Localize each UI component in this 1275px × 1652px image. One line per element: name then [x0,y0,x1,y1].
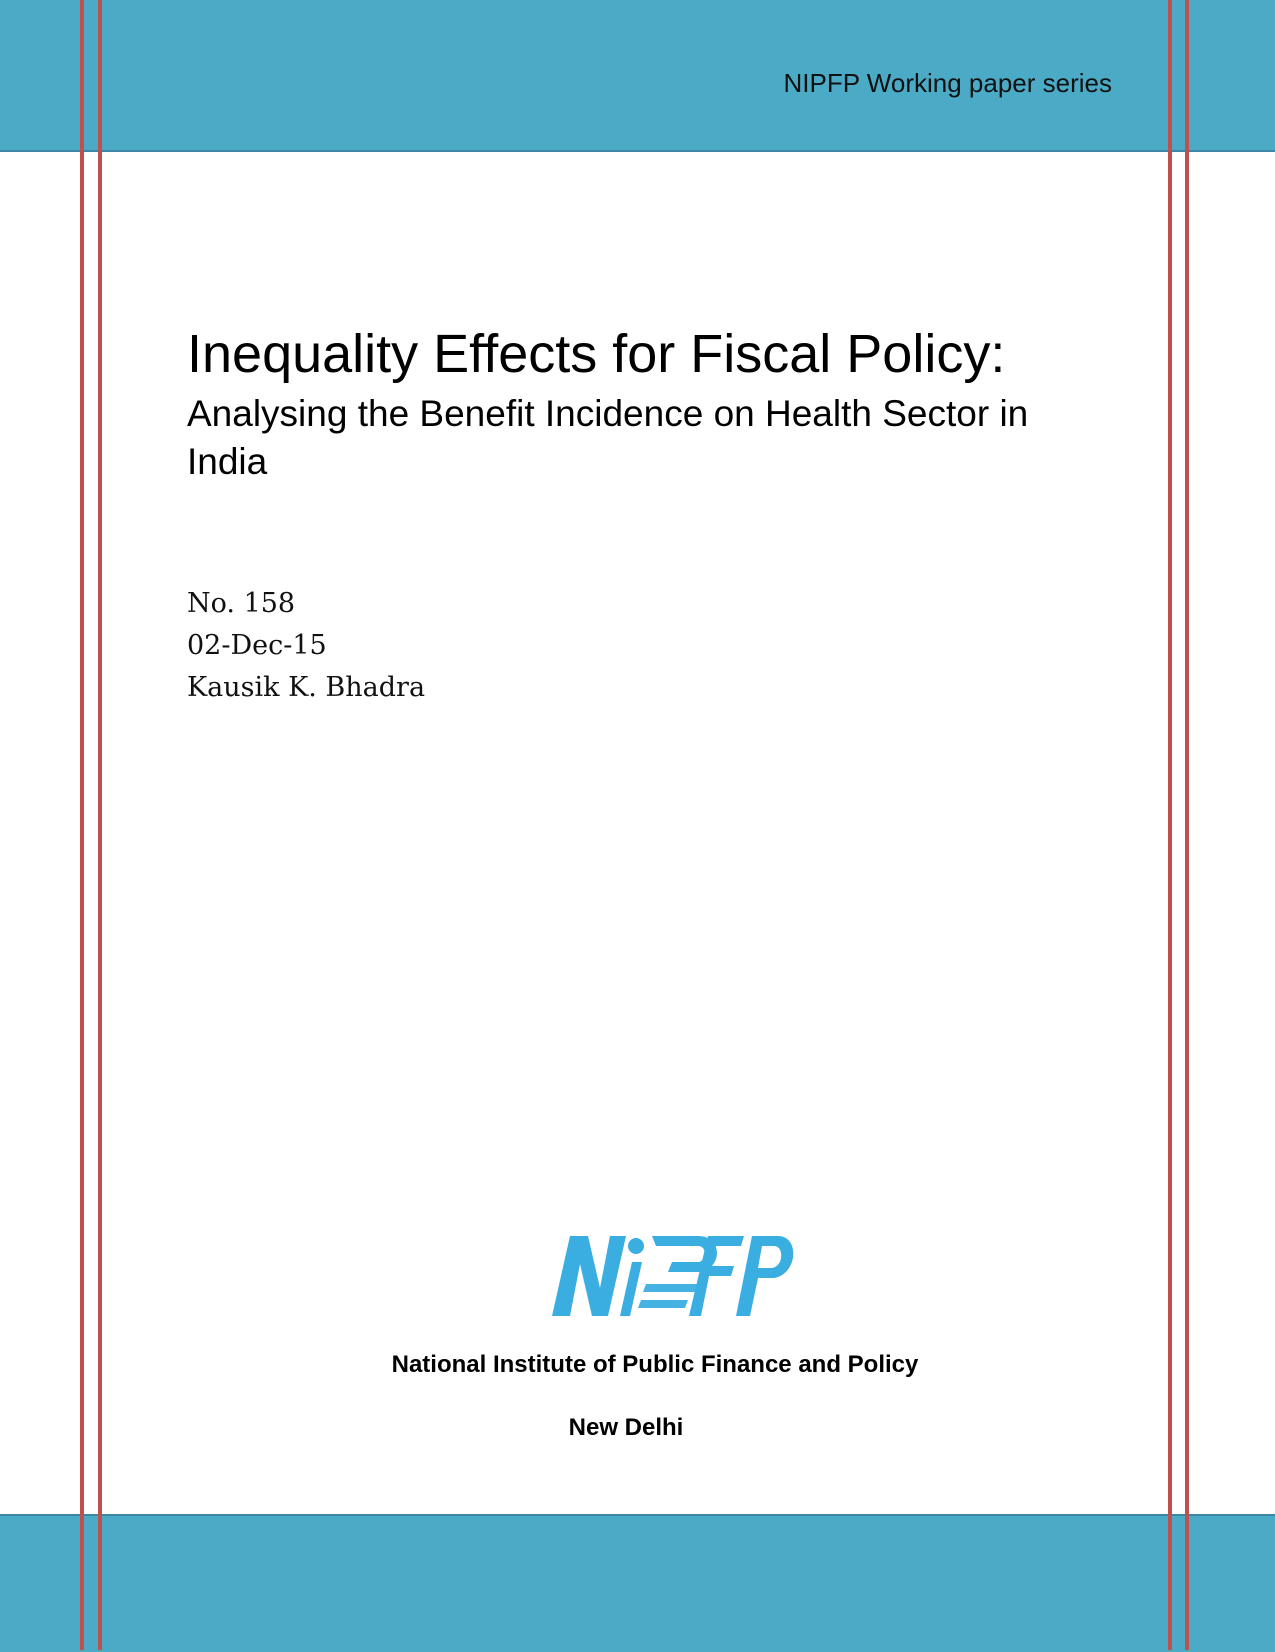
left-inner-rule [98,0,102,1650]
institute-city: New Delhi [568,1414,684,1441]
page-title: Inequality Effects for Fiscal Policy: [187,324,1006,384]
nipfp-logo-mark [552,1236,793,1316]
right-inner-rule [1168,0,1172,1650]
nipfp-logo [548,1232,796,1318]
page-subtitle: Analysing the Benefit Incidence on Health Sector in India [187,393,1029,482]
paper-author: Kausik K. Bhadra [187,672,426,703]
series-label: NIPFP Working paper series [783,68,1112,98]
right-outer-rule [1185,0,1189,1650]
left-outer-rule [80,0,84,1650]
institute-name: National Institute of Public Finance and Policy [391,1351,919,1378]
footer-band [0,1514,1275,1652]
paper-date: 02-Dec-15 [187,630,327,661]
paper-meta [187,583,425,709]
paper-number: No. 158 [187,588,296,619]
